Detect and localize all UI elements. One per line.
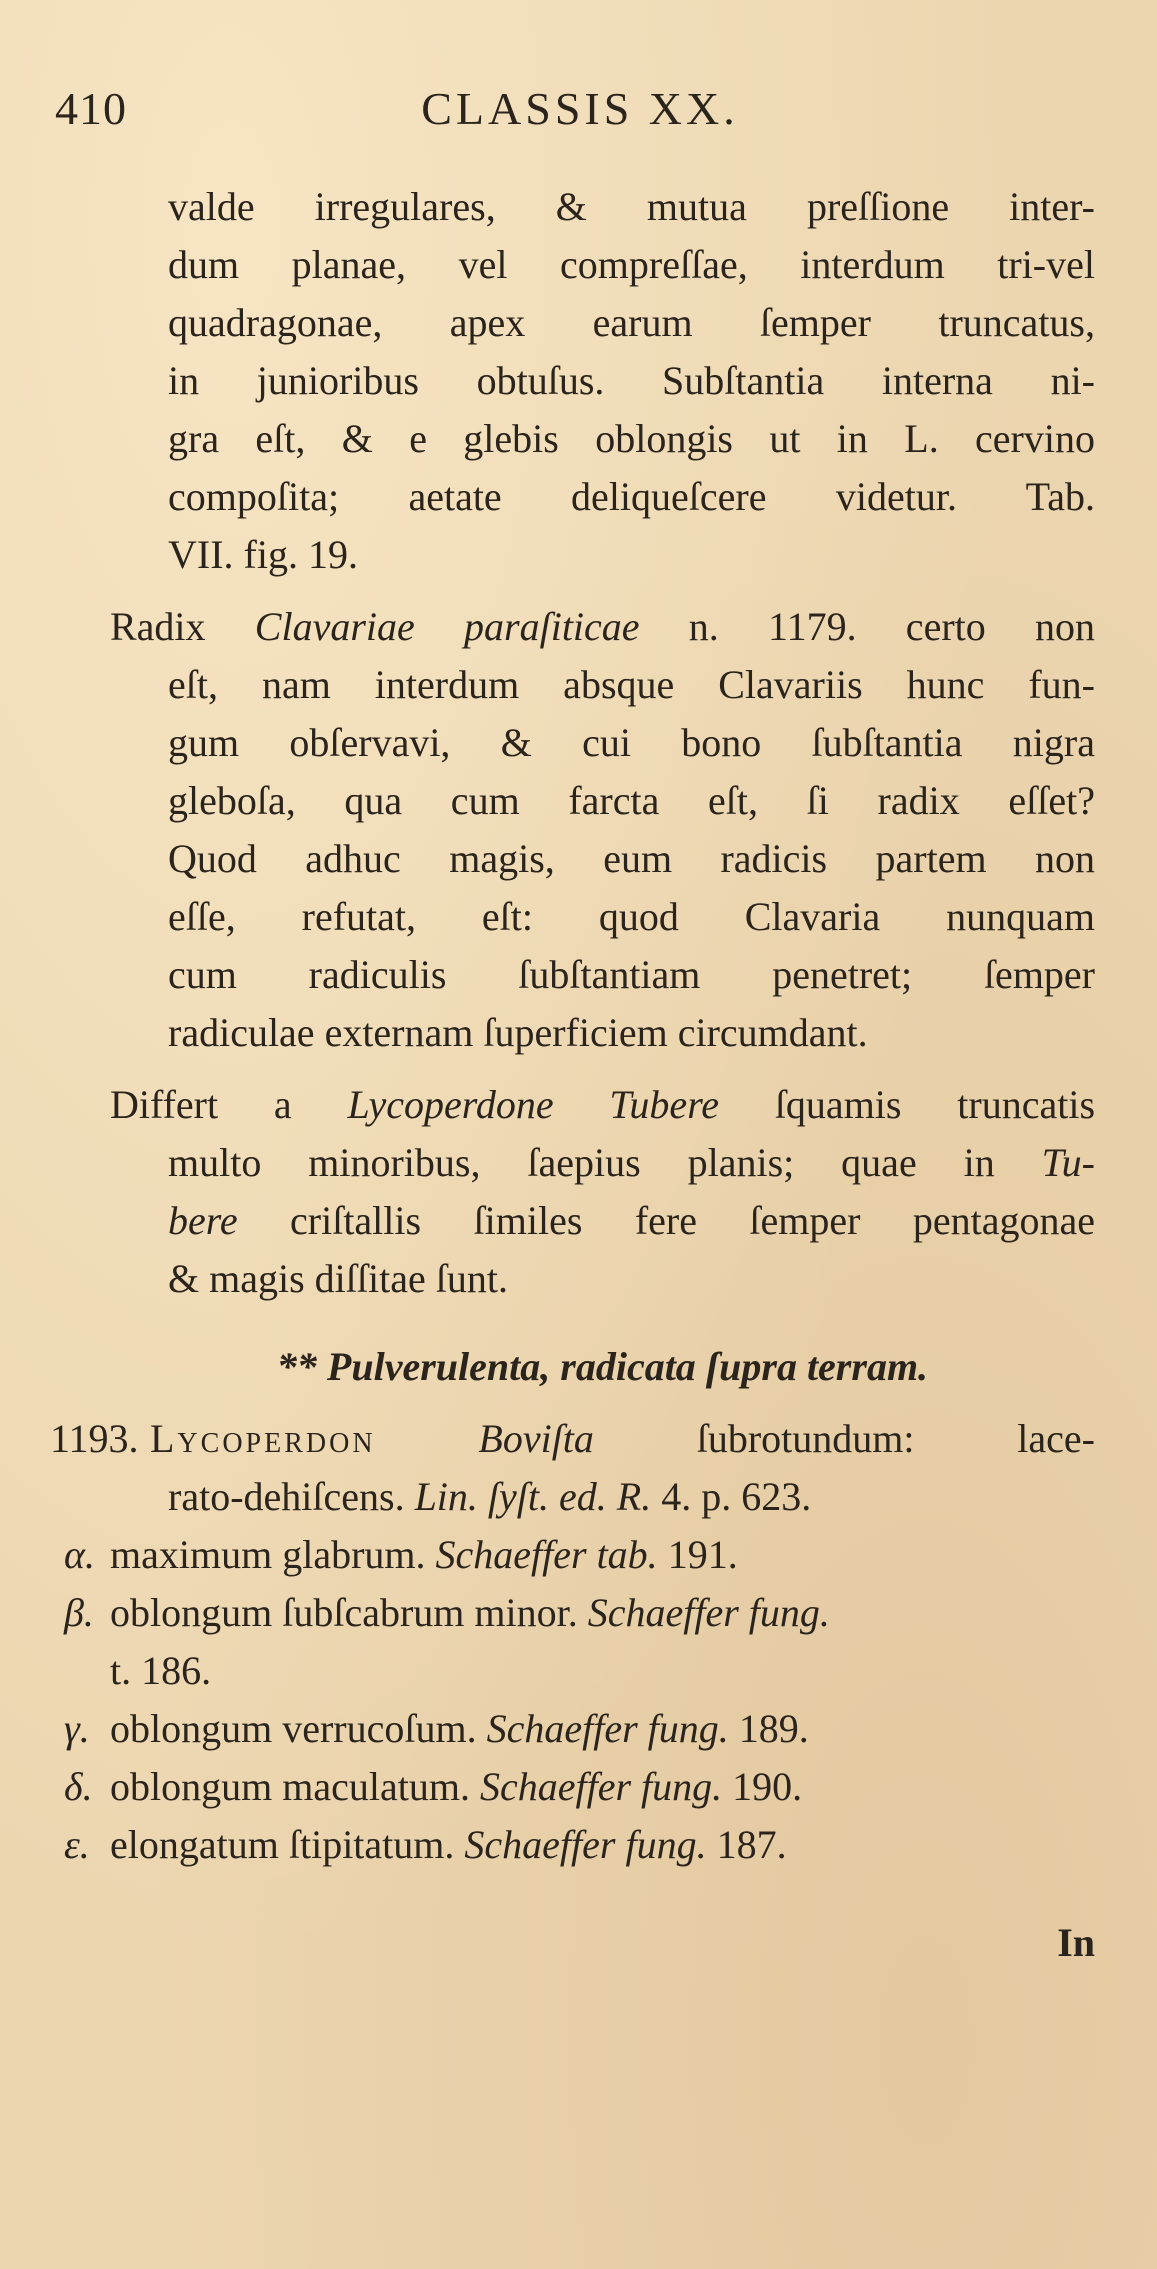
text-line: in junioribus obtuſus. Subſtantia interna ni- [168, 358, 1095, 403]
paragraph-differt [110, 1076, 1095, 1308]
text-line: Quod adhuc magis, eum radicis partem non [168, 836, 1095, 881]
text-line: VII. fig. 19. [168, 532, 358, 577]
variety-list [64, 1526, 1095, 1874]
text-line: rato-dehiſcens. Lin. ſyſt. ed. R. 4. p. 623. [168, 1474, 812, 1519]
genus-name: Lycoperdon [150, 1416, 376, 1461]
variety-marker: α. [64, 1532, 95, 1577]
page-body [50, 178, 1096, 1972]
variety-marker: δ. [64, 1764, 93, 1809]
variety-item: δ. oblongum maculatum. Schaeffer fung. 190. [110, 1758, 1095, 1816]
page-header [55, 82, 1105, 142]
text-line: dum planae, vel compreſſae, interdum tri-vel [168, 242, 1095, 287]
variety-marker: β. [64, 1590, 94, 1635]
running-head: CLASSIS XX. [421, 83, 739, 134]
text-line: eſt, nam interdum absque Clavariis hunc fun- [168, 662, 1095, 707]
text-line: Radix Clavariae paraſiticae n. 1179. certo non [110, 604, 1095, 649]
page-number: 410 [55, 83, 127, 134]
text-line: gra eſt, & e glebis oblongis ut in L. cervino [168, 416, 1095, 461]
variety-item: α. maximum glabrum. Schaeffer tab. 191. [110, 1526, 1095, 1584]
paragraph-continuation [110, 178, 1095, 584]
text-line: & magis diſſitae ſunt. [168, 1256, 508, 1301]
text-line: gleboſa, qua cum farcta eſt, ſi radix eſſet? [168, 778, 1095, 823]
species-entry [50, 1410, 1096, 1526]
text-line: radiculae externam ſuperficiem circumdant. [168, 1010, 868, 1055]
text-line: multo minoribus, ſaepius planis; quae in Tu- [168, 1140, 1095, 1185]
variety-marker: γ. [64, 1706, 90, 1751]
species-name: Boviſta [478, 1416, 594, 1461]
text-line: gum obſervavi, & cui bono ſubſtantia nigra [168, 720, 1095, 765]
text-line: bere criſtallis ſimiles fere ſemper pentagonae [168, 1198, 1095, 1243]
variety-item: ε. elongatum ſtipitatum. Schaeffer fung. 187. [110, 1816, 1095, 1874]
section-heading: ** Pulverulenta, radicata ſupra terram. [276, 1344, 929, 1389]
text-line: Differt a Lycoperdone Tubere ſquamis truncatis [110, 1082, 1096, 1127]
paragraph-radix [110, 598, 1095, 1062]
text-line: eſſe, refutat, eſt: quod Clavaria nunquam [168, 894, 1095, 939]
text-line: cum radiculis ſubſtantiam penetret; ſemper [168, 952, 1095, 997]
text-line: quadragonae, apex earum ſemper truncatus, [168, 300, 1095, 345]
entry-number: 1193. [50, 1416, 139, 1461]
variety-continuation: t. 186. [110, 1648, 212, 1693]
text-line: compoſita; aetate deliqueſcere videtur. Tab. [168, 474, 1095, 519]
variety-item: γ. oblongum verrucoſum. Schaeffer fung. 189. [110, 1700, 1095, 1758]
text-line: 1193. Lycoperdon Boviſta ſubrotundum: lace- [110, 1410, 1095, 1468]
variety-item: β. oblongum ſubſcabrum minor. Schaeffer fung. [110, 1584, 1095, 1642]
text-line: valde irregulares, & mutua preſſione inter- [168, 184, 1095, 229]
catchword: In [1057, 1920, 1095, 1965]
variety-marker: ε. [64, 1822, 90, 1867]
